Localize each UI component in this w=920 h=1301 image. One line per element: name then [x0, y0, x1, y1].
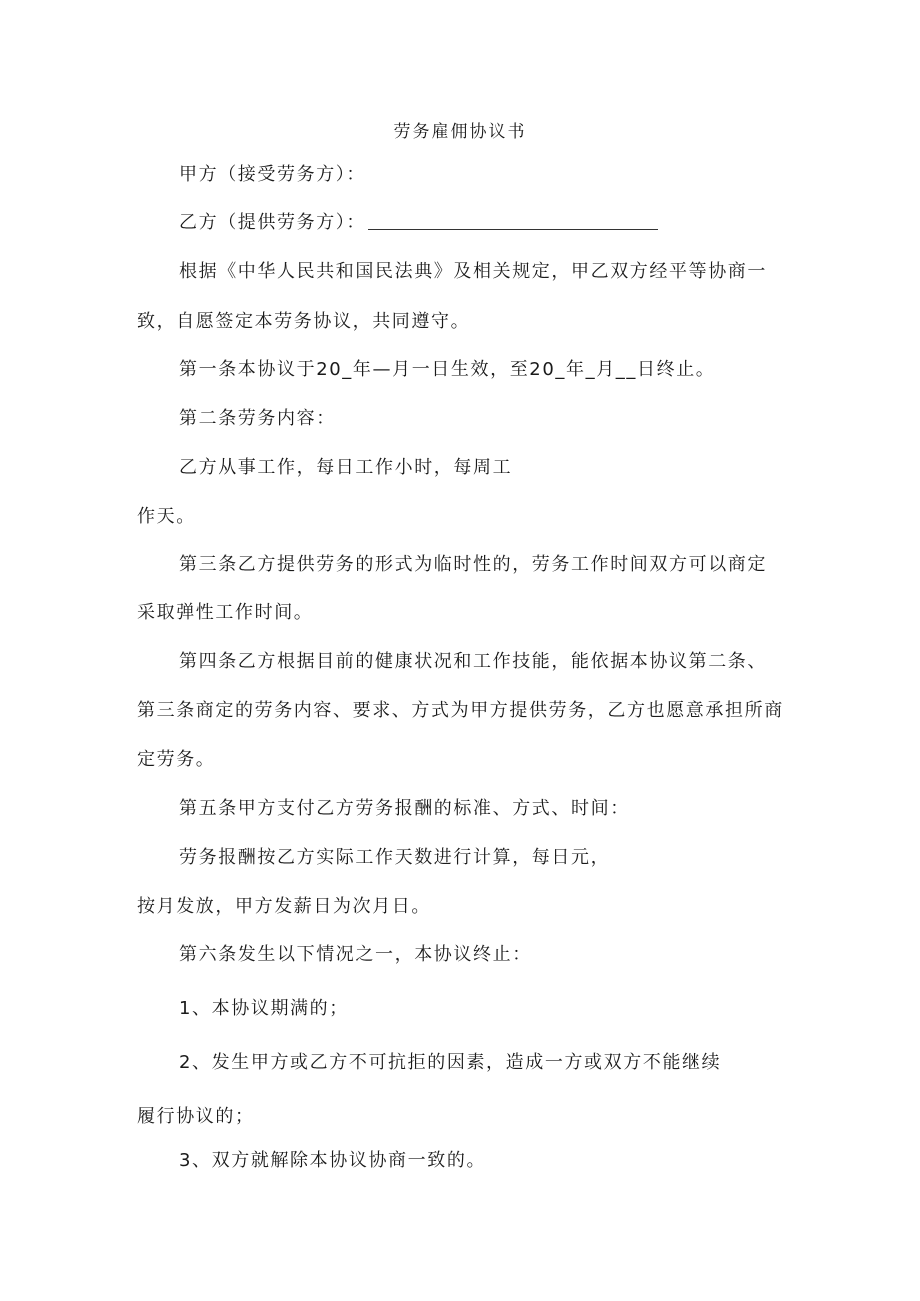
party-b-blank [368, 211, 658, 230]
article-5-content-line-2: 按月发放，甲方发薪日为次月日。 [137, 896, 431, 917]
article-5-content-line-1: 劳务报酬按乙方实际工作天数进行计算，每日元， [179, 847, 611, 868]
article-3-line-1: 第三条乙方提供劳务的形式为临时性的，劳务工作时间双方可以商定 [179, 554, 767, 575]
article-2-heading: 第二条劳务内容： [179, 408, 336, 429]
preamble-line-2: 致，自愿签定本劳务协议，共同遵守。 [137, 311, 471, 332]
article-6-item-2-line-2: 履行协议的； [137, 1106, 255, 1127]
party-b-label: 乙方（提供劳务方）： [179, 212, 366, 233]
article-6-item-2-line-1: 2、发生甲方或乙方不可抗拒的因素，造成一方或双方不能继续 [179, 1052, 722, 1073]
article-2-content-line-1: 乙方从事工作，每日工作小时，每周工 [179, 457, 513, 478]
article-4-line-3: 定劳务。 [137, 749, 216, 770]
article-1: 第一条本协议于20_年—月一日生效，至20_年_月__日终止。 [179, 359, 716, 380]
article-6-item-3: 3、双方就解除本协议协商一致的。 [179, 1150, 487, 1171]
article-2-content-line-2: 作天。 [137, 506, 196, 527]
article-3-line-2: 采取弹性工作时间。 [137, 602, 314, 623]
article-6-heading: 第六条发生以下情况之一，本协议终止： [179, 944, 532, 965]
article-4-line-2: 第三条商定的劳务内容、要求、方式为甲方提供劳务，乙方也愿意承担所商 [137, 700, 784, 721]
article-5-heading: 第五条甲方支付乙方劳务报酬的标准、方式、时间： [179, 798, 630, 819]
party-a-line: 甲方（接受劳务方）： [179, 164, 366, 185]
document-title: 劳务雇佣协议书 [393, 122, 527, 142]
party-b-line [179, 211, 658, 235]
article-4-line-1: 第四条乙方根据目前的健康状况和工作技能，能依据本协议第二条、 [179, 651, 767, 672]
article-6-item-1: 1、本协议期满的； [179, 998, 349, 1019]
preamble-line-1: 根据《中华人民共和国民法典》及相关规定，甲乙双方经平等协商一 [179, 261, 767, 282]
